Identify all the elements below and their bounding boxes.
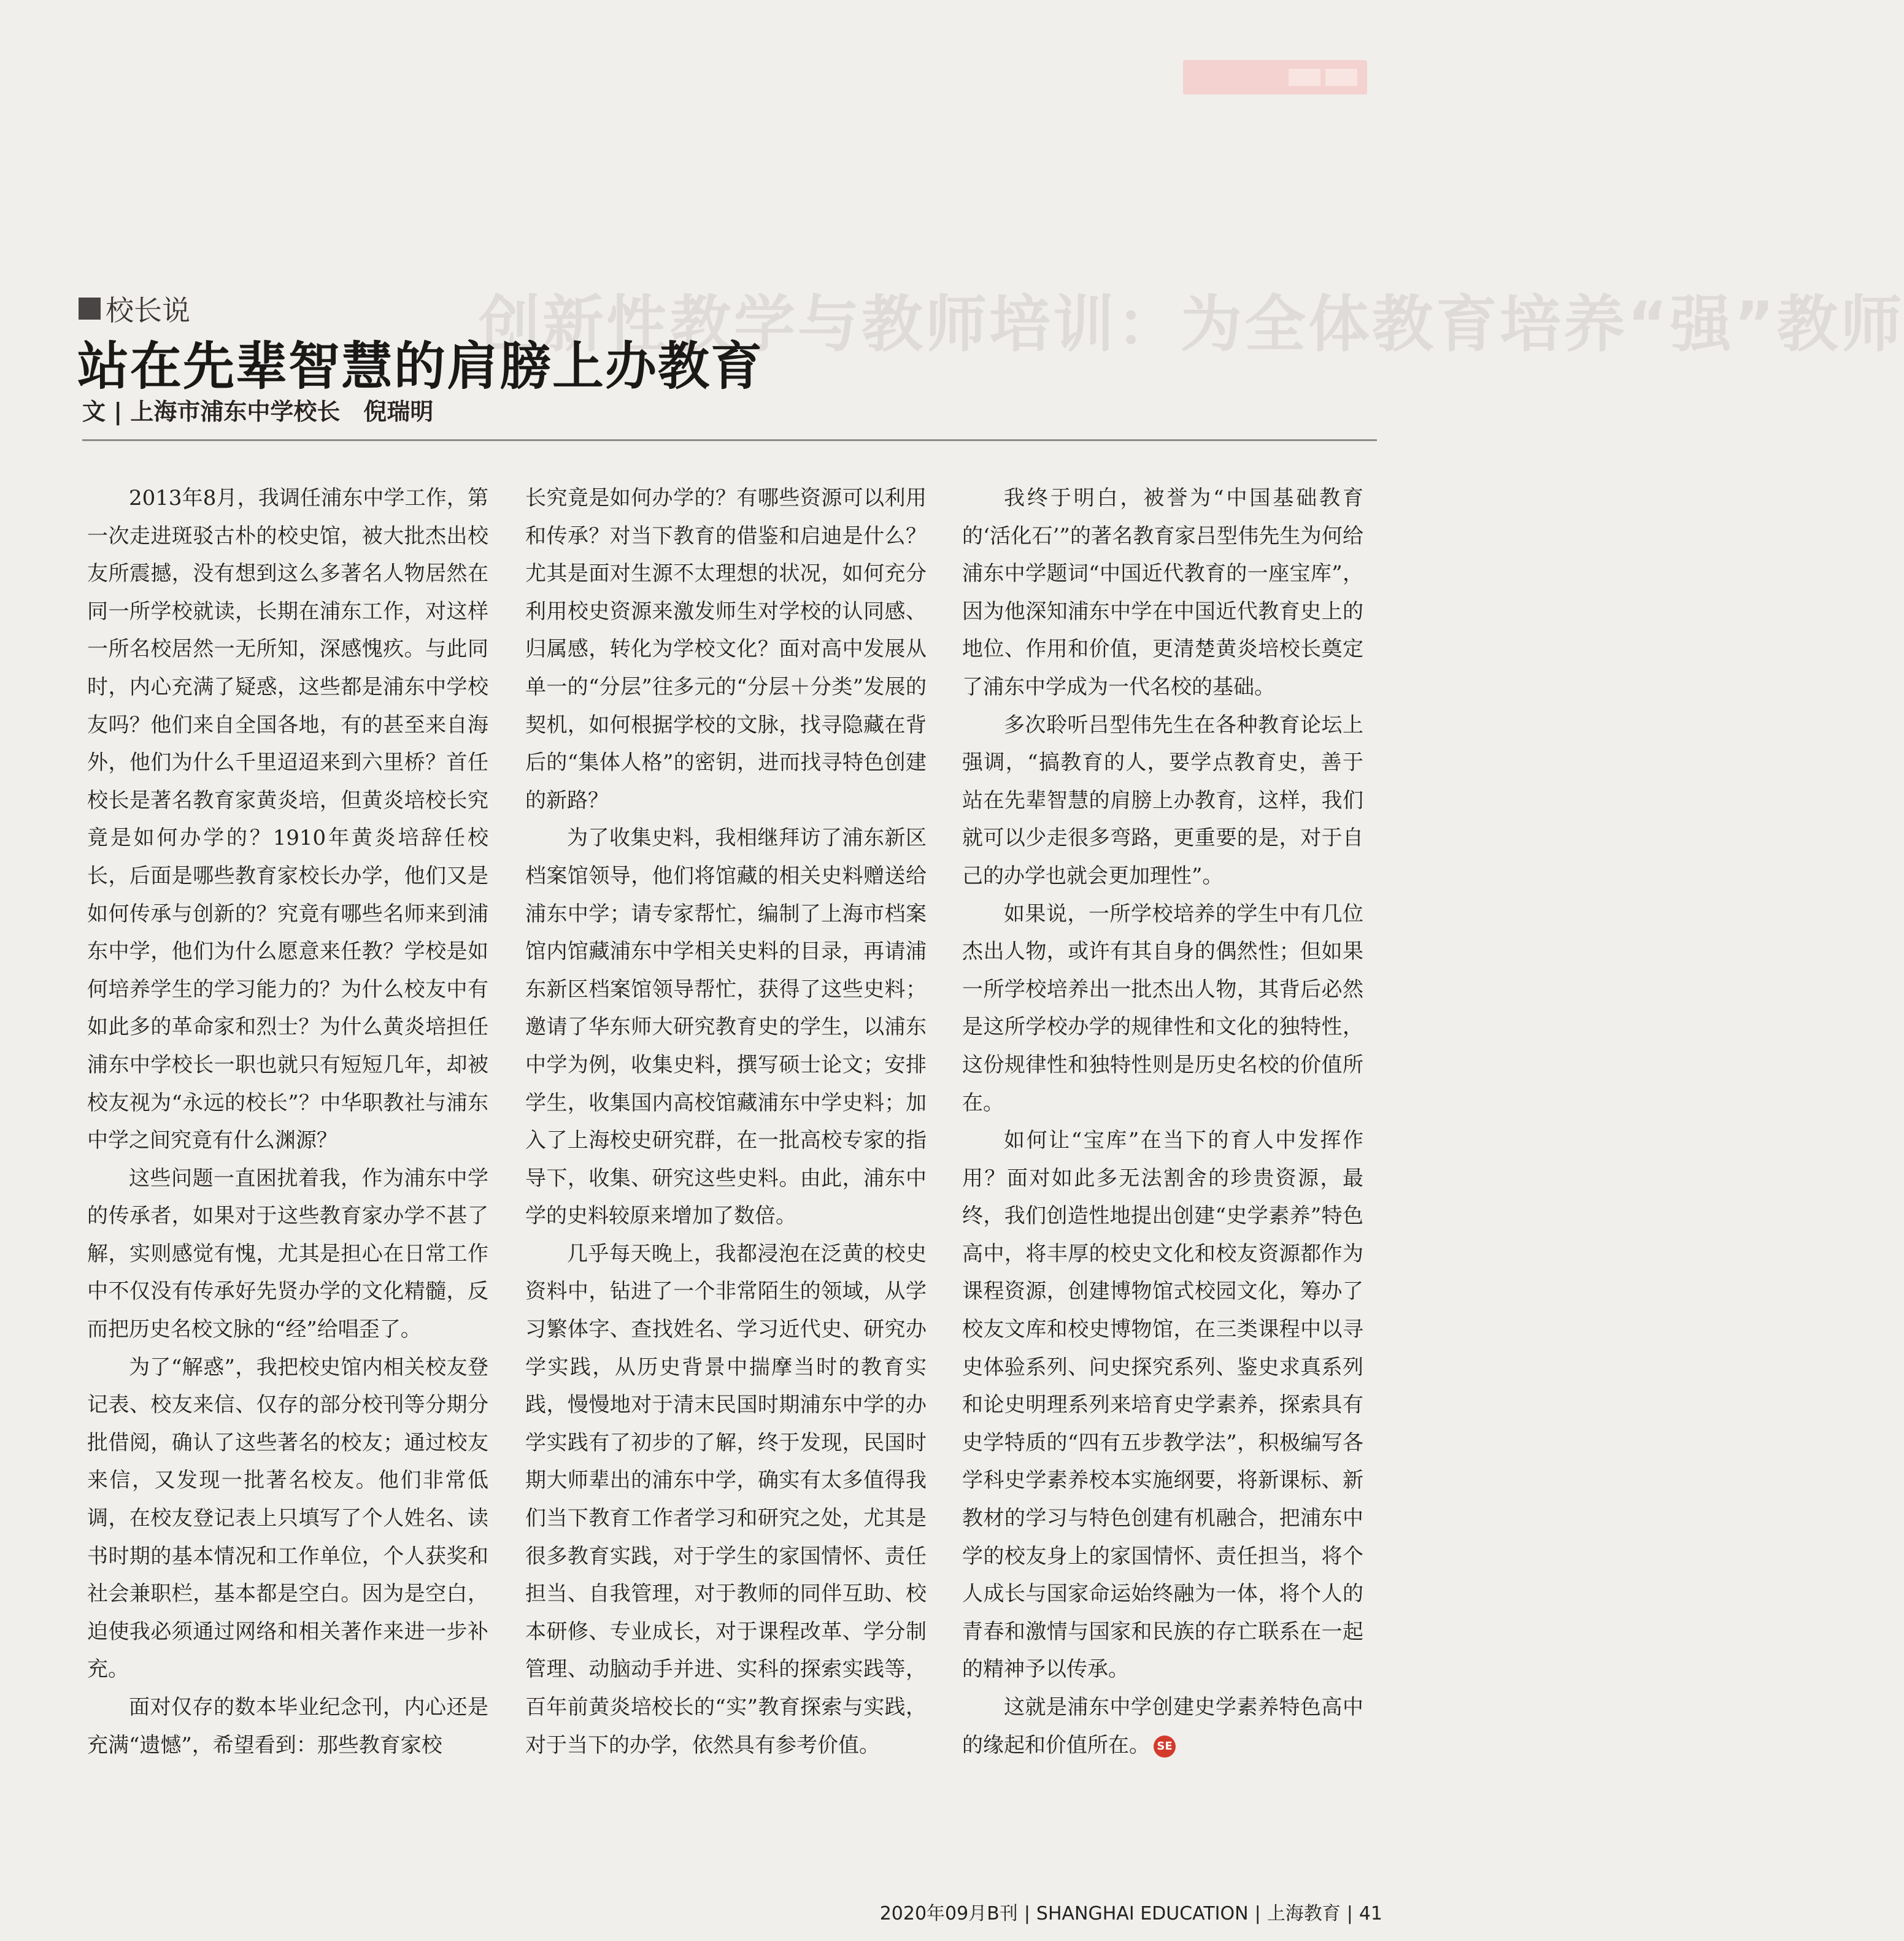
paragraph: 几乎每天晚上，我都浸泡在泛黄的校史资料中，钻进了一个非常陌生的领域，从学习繁体字、查找姓名、学习近代史、研究办学实践，从历史背景中揣摩当时的教育实践，慢慢地对于清末民国时期浦东中学的办学实践有了初步的了解，终于发现，民国时期大师辈出的浦东中学，确实有太多值得我们当下教育工作者学习和研究之处，尤其是很多教育实践，对于学生的家国情怀、责任担当、自我管理，对于教师的同伴互助、校本研修、专业成长，对于课程改革、学分制管理、动脑动手并进、实科的探索实践等，百年前黄炎培校长的“实”教育探索与实践，对于当下的办学，依然具有参考价值。: [525, 1241, 927, 1758]
tab-slot: [1289, 69, 1320, 86]
article-title: 站在先辈智慧的肩膀上办教育: [77, 336, 764, 396]
page-number: 41: [1359, 1903, 1382, 1924]
paragraph: 为了收集史料，我相继拜访了浦东新区档案馆领导，他们将馆藏的相关史料赠送给浦东中学；请专家帮忙，编制了上海市档案馆内馆藏浦东中学相关史料的目录，再请浦东新区档案馆领导帮忙，获得了这些史料；邀请了华东师大研究教育史的学生，以浦东中学为例，收集史料，撰写硕士论文；安排学生，收集国内高校馆藏浦东中学史料；加入了上海校史研究群，在一批高校专家的指导下，收集、研究这些史料。由此，浦东中学的史料较原来增加了数倍。: [525, 826, 927, 1229]
header-divider: [82, 439, 1377, 441]
closing-text: 这就是浦东中学创建史学素养特色高中的缘起和价值所在。: [962, 1695, 1363, 1758]
square-bullet-icon: [79, 298, 101, 320]
section-label: [79, 288, 190, 329]
issue-label: 2020年09月B刊: [879, 1903, 1018, 1924]
article-byline: 文 | 上海市浦东中学校长 倪瑞明: [82, 398, 434, 425]
end-mark-icon: SE: [1154, 1735, 1176, 1758]
magazine-name-cn: 上海教育: [1266, 1903, 1341, 1924]
text-column-2: [525, 480, 927, 1764]
paragraph: 面对仅存的数本毕业纪念刊，内心还是充满“遗憾”，希望看到：那些教育家校: [87, 1695, 488, 1758]
page-footer: 2020年09月B刊 | SHANGHAI EDUCATION | 上海教育 | 41: [879, 1903, 1382, 1924]
paragraph: 这些问题一直困扰着我，作为浦东中学的传承者，如果对于这些教育家办学不甚了解，实则感觉有愧，尤其是担心在日常工作中不仅没有传承好先贤办学的文化精髓，反而把历史名校文脉的“经”给唱歪了。: [87, 1166, 488, 1342]
paragraph-final: [962, 1689, 1363, 1764]
paragraph-continued: 长究竟是如何办学的？有哪些资源可以利用和传承？对当下教育的借鉴和启迪是什么？尤其是面对生源不太理想的状况，如何充分利用校史资源来激发师生对学校的认同感、归属感，转化为学校文化？面对高中发展从单一的“分层”往多元的“分层＋分类”发展的契机，如何根据学校的文脉，找寻隐藏在背后的“集体人格”的密钥，进而找寻特色创建的新路？: [525, 486, 927, 813]
section-tab-marker: [1183, 60, 1367, 94]
paragraph: 为了“解惑”，我把校史馆内相关校友登记表、校友来信、仅存的部分校刊等分期分批借阅，确认了这些著名的校友；通过校友来信，又发现一批著名校友。他们非常低调，在校友登记表上只填写了个人姓名、读书时期的基本情况和工作单位，个人获奖和社会兼职栏，基本都是空白。因为是空白，迫使我必须通过网络和相关著作来进一步补充。: [87, 1355, 488, 1682]
paragraph: 我终于明白，被誉为“中国基础教育的‘活化石’”的著名教育家吕型伟先生为何给浦东中学题词“中国近代教育的一座宝库”，因为他深知浦东中学在中国近代教育史上的地位、作用和价值，更清楚黄炎培校长奠定了浦东中学成为一代名校的基础。: [962, 486, 1363, 699]
paragraph: 多次聆听吕型伟先生在各种教育论坛上强调，“搞教育的人，要学点教育史，善于站在先辈智慧的肩膀上办教育，这样，我们就可以少走很多弯路，更重要的是，对于自己的办学也就会更加理性”。: [962, 712, 1363, 888]
paragraph: 如果说，一所学校培养的学生中有几位杰出人物，或许有其自身的偶然性；但如果一所学校培养出一批杰出人物，其背后必然是这所学校办学的规律性和文化的独特性，这份规律性和独特性则是历史名校的价值所在。: [962, 901, 1363, 1115]
text-column-3: [962, 480, 1363, 1764]
section-label-text: 校长说: [106, 294, 190, 327]
magazine-name-en: SHANGHAI EDUCATION: [1036, 1903, 1249, 1924]
paragraph: 如何让“宝库”在当下的育人中发挥作用？面对如此多无法割舍的珍贵资源，最终，我们创造性地提出创建“史学素养”特色高中，将丰厚的校史文化和校友资源都作为课程资源，创建博物馆式校园文化，筹办了校友文库和校史博物馆，在三类课程中以寻史体验系列、问史探究系列、鉴史求真系列和论史明理系列来培育史学素养，探索具有史学特质的“四有五步教学法”，积极编写各学科史学素养校本实施纲要，将新课标、新教材的学习与特色创建有机融合，把浦东中学的校友身上的家国情怀、责任担当，将个人成长与国家命运始终融为一体，将个人的青春和激情与国家和民族的存亡联系在一起的精神予以传承。: [962, 1128, 1363, 1682]
paragraph: 2013年8月，我调任浦东中学工作，第一次走进斑驳古朴的校史馆，被大批杰出校友所震撼，没有想到这么多著名人物居然在同一所学校就读，长期在浦东工作，对这样一所名校居然一无所知，深感愧疚。与此同时，内心充满了疑惑，这些都是浦东中学校友吗？他们来自全国各地，有的甚至来自海外，他们为什么千里迢迢来到六里桥？首任校长是著名教育家黄炎培，但黄炎培校长究竟是如何办学的？1910年黄炎培辞任校长，后面是哪些教育家校长办学，他们又是如何传承与创新的？究竟有哪些名师来到浦东中学，他们为什么愿意来任教？学校是如何培养学生的学习能力的？为什么校友中有如此多的革命家和烈士？为什么黄炎培担任浦东中学校长一职也就只有短短几年，却被校友视为“永远的校长”？中华职教社与浦东中学之间究竟有什么渊源？: [87, 486, 488, 1153]
show-through-title: 创新性教学与教师培训：为全体教育培养“强”教师: [479, 288, 1904, 360]
tab-slot: [1325, 69, 1357, 86]
text-column-1: [87, 480, 488, 1764]
